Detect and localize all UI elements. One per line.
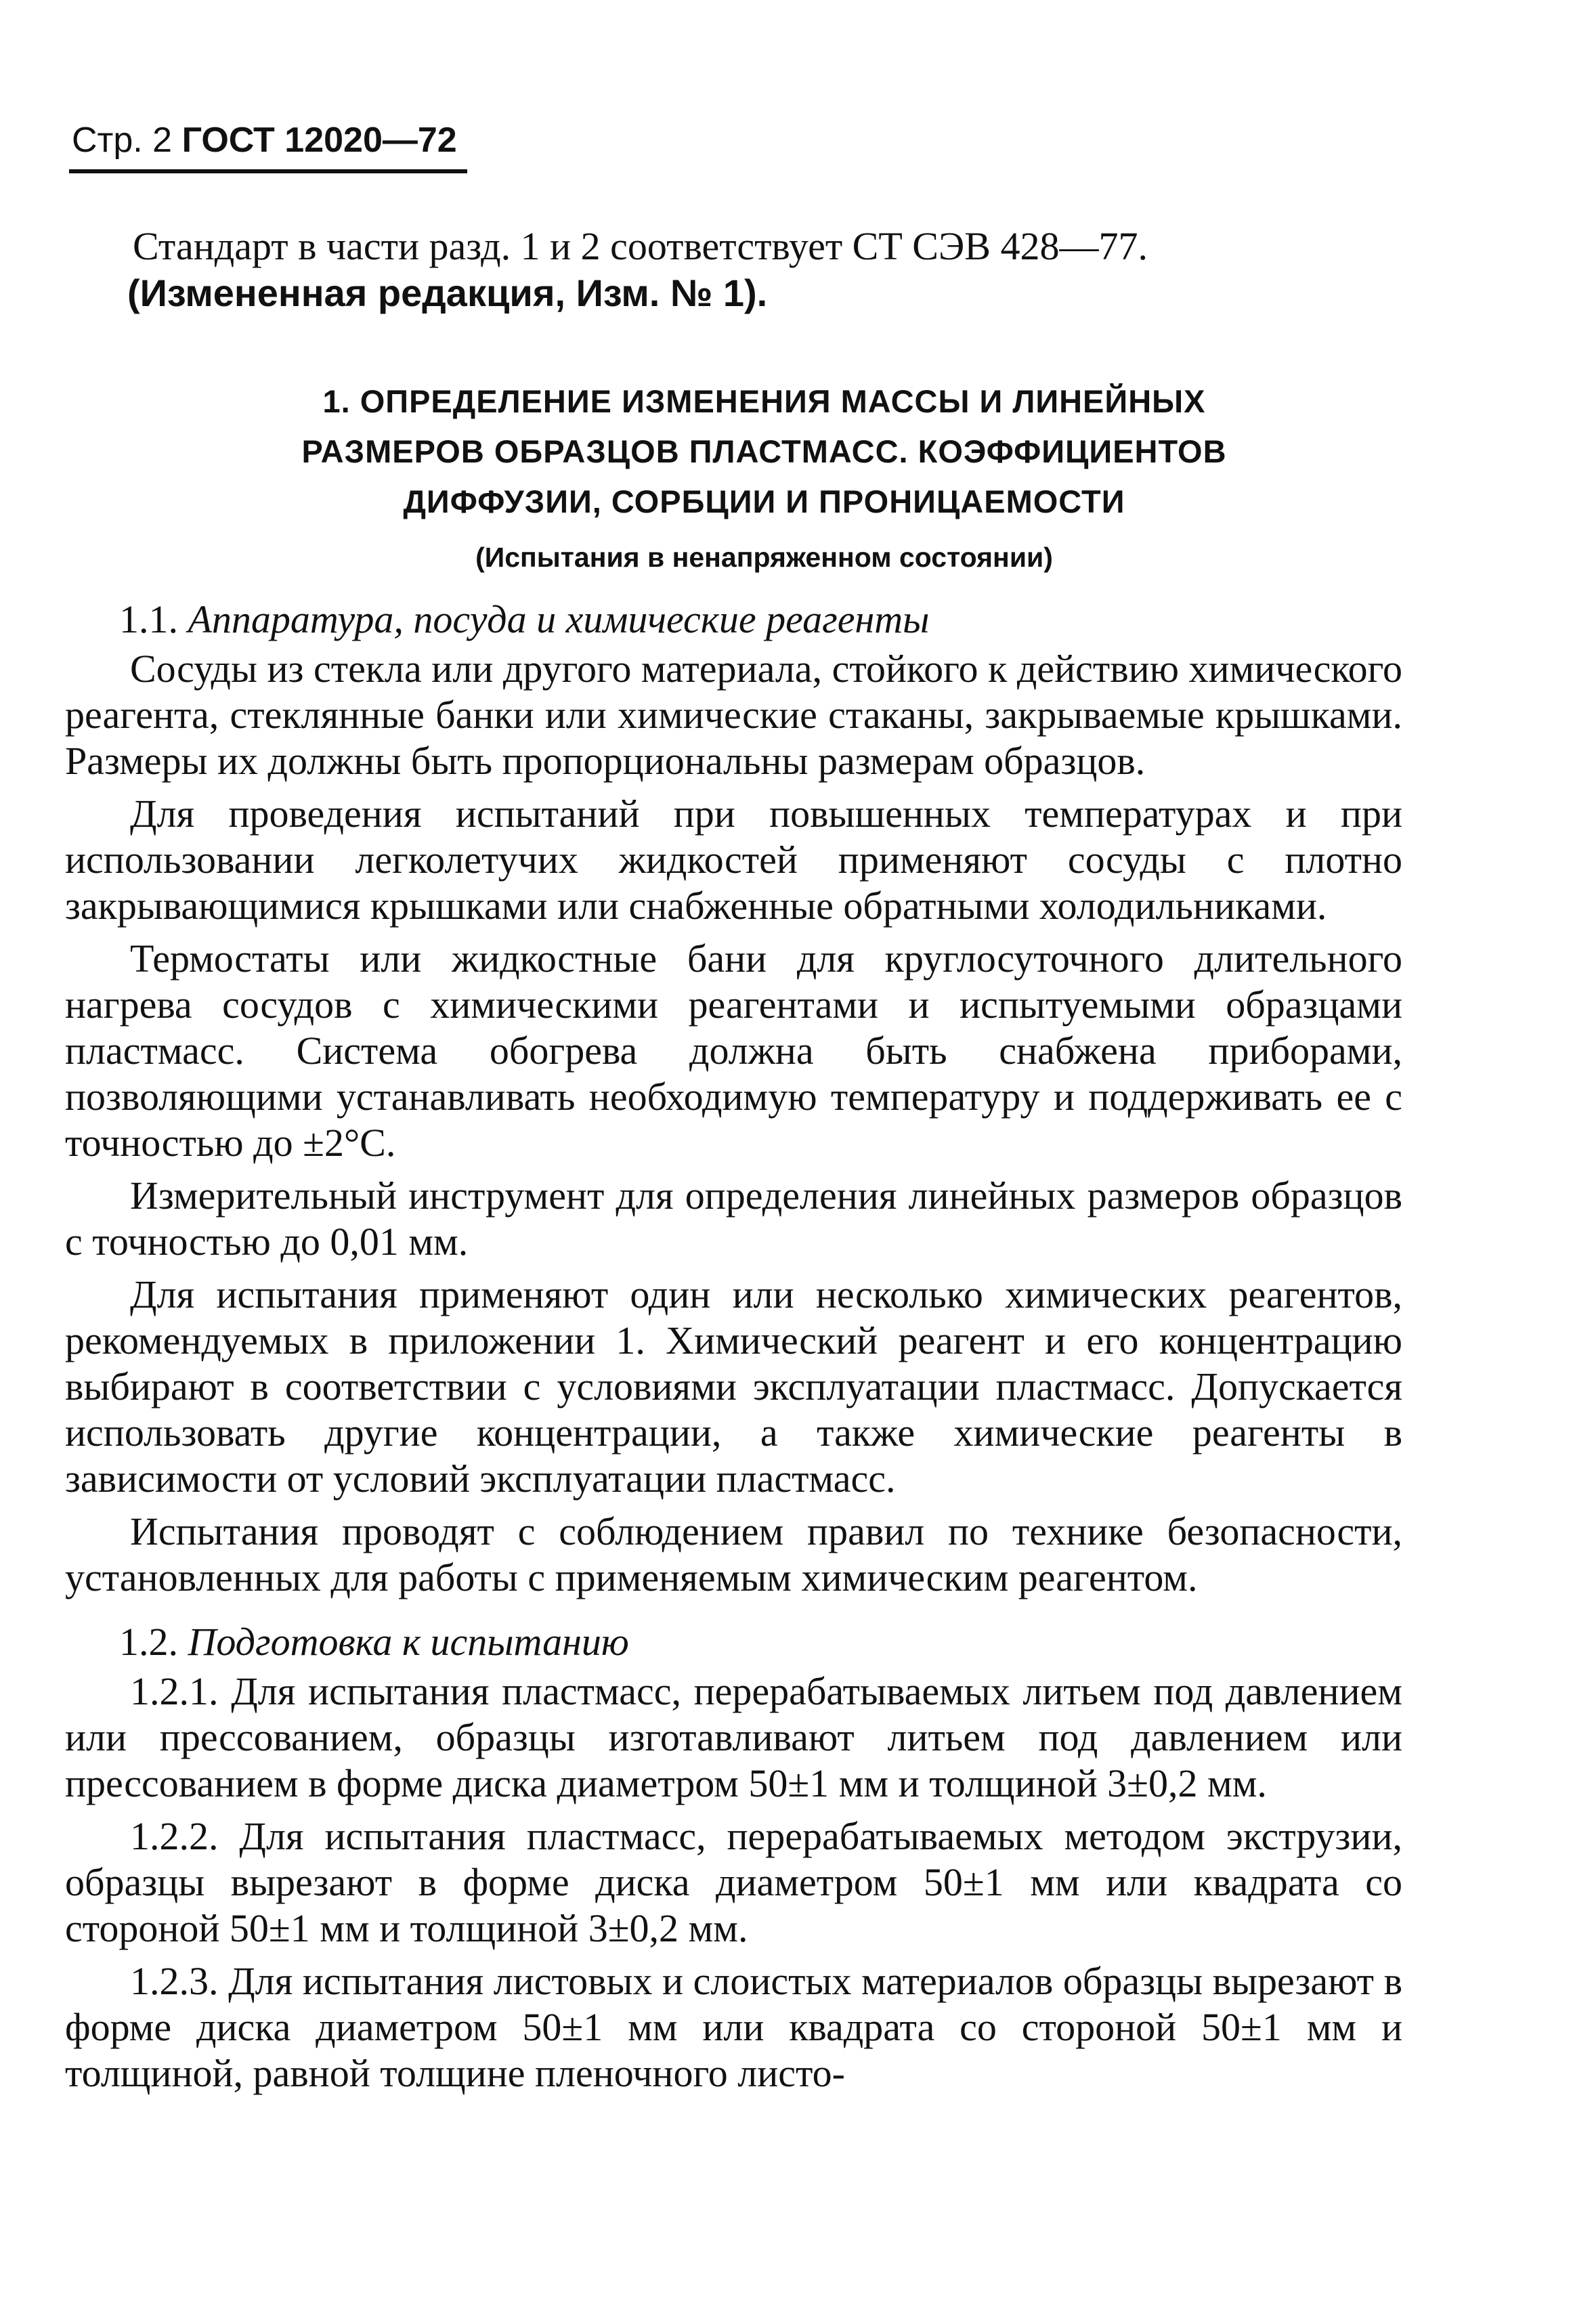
- page-label: Стр. 2: [72, 121, 173, 160]
- standard-code: ГОСТ 12020—72: [181, 121, 457, 160]
- paragraph: 1.2.3. Для испытания листовых и слоистых материалов образцы вырезают в форме диска диаметром 50±1 мм или квадрата со стороной 50±1 мм и толщиной, равной толщине пленочного листо-: [65, 1959, 1402, 2095]
- edition-note: (Измененная редакция, Изм. № 1).: [127, 272, 768, 314]
- header-rule: [69, 169, 467, 173]
- section-title-line: ДИФФУЗИИ, СОРБЦИИ И ПРОНИЦАЕМОСТИ: [403, 483, 1125, 519]
- paragraph: Измерительный инструмент для определения линейных размеров образцов с точностью до 0,01 мм.: [65, 1174, 1402, 1264]
- paragraph: Термостаты или жидкостные бани для круглосуточного длительного нагрева сосудов с химическими реагентами и испытуемыми образцами пластмасс. Система обогрева должна быть снабжена приборами, позволяющими устанавливать необходимую температуру и поддерживать ее с точностью до ±2°С.: [65, 937, 1402, 1165]
- subsection-title: Аппаратура, посуда и химические реагенты: [188, 597, 930, 641]
- subsection-number: 1.1.: [119, 597, 178, 641]
- paragraph: 1.2.1. Для испытания пластмасс, перерабатываемых литьем под давлением или прессованием, образцы изготавливают литьем под давлением или прессованием в форме диска диаметром 50±1 мм и толщиной 3±0,2 мм.: [65, 1669, 1402, 1805]
- paragraph: Для испытания применяют один или несколько химических реагентов, рекомендуемых в приложении 1. Химический реагент и его концентрацию выбирают в соответствии с условиями эксплуатации пластмасс. Допускается использовать другие концентрации, а также химические реагенты в зависимости от условий эксплуатации пластмасс.: [65, 1272, 1402, 1501]
- running-header: [72, 119, 457, 161]
- paragraph: Испытания проводят с соблюдением правил по технике безопасности, установленных для работы с применяемым химическим реагентом.: [65, 1509, 1402, 1599]
- paragraph: Сосуды из стекла или другого материала, стойкого к действию химического реагента, стеклянные банки или химические стаканы, закрываемые крышками. Размеры их должны быть пропорциональны размерам образцов.: [65, 647, 1402, 783]
- paragraph: Для проведения испытаний при повышенных температурах и при использовании легколетучих жидкостей применяют сосуды с плотно закрывающимися крышками или снабженные обратными холодильниками.: [65, 792, 1402, 928]
- document-body: [65, 223, 1402, 2096]
- subsection-number: 1.2.: [119, 1620, 178, 1664]
- subsection-title: Подготовка к испытанию: [188, 1620, 629, 1664]
- paragraph: 1.2.2. Для испытания пластмасс, перерабатываемых методом экструзии, образцы вырезают в форме диска диаметром 50±1 мм или квадрата со стороной 50±1 мм и толщиной 3±0,2 мм.: [65, 1814, 1402, 1950]
- section-title: [65, 376, 1402, 527]
- subsection-heading: [119, 1618, 1402, 1666]
- subsection-heading: [119, 596, 1402, 643]
- conformance-note: Стандарт в части разд. 1 и 2 соответствует СТ СЭВ 428—77.: [133, 224, 1148, 268]
- section-title-line: РАЗМЕРОВ ОБРАЗЦОВ ПЛАСТМАСС. КОЭФФИЦИЕНТОВ: [301, 433, 1227, 469]
- section-subtitle: (Испытания в ненапряженном состоянии): [475, 542, 1053, 573]
- section-title-line: 1. ОПРЕДЕЛЕНИЕ ИЗМЕНЕНИЯ МАССЫ И ЛИНЕЙНЫХ: [322, 383, 1206, 419]
